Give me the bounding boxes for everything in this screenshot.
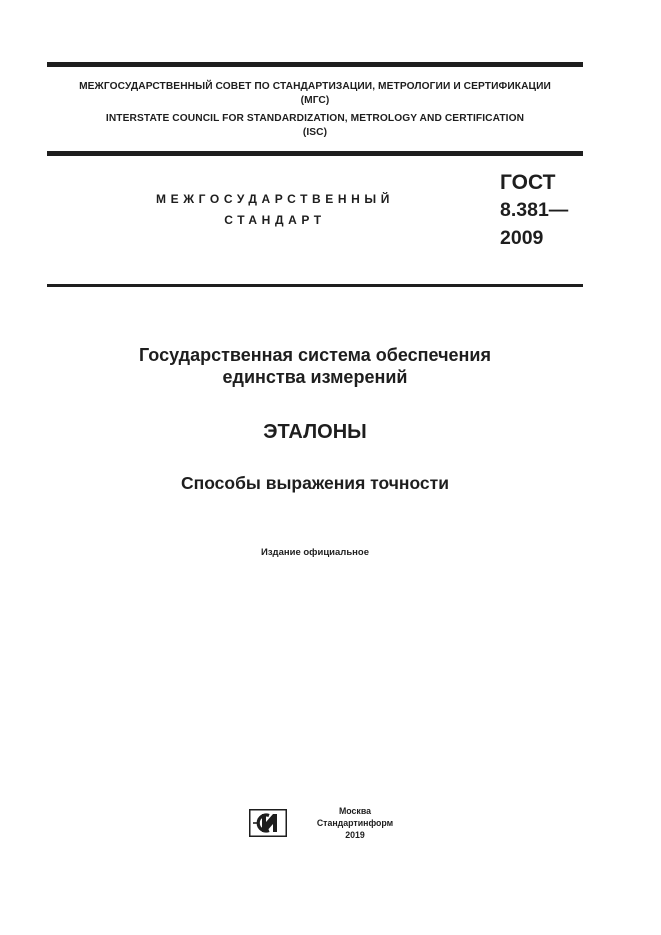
system-title-line2: единства измерений <box>222 367 408 387</box>
top-rule <box>47 62 583 67</box>
gost-year: 2009 <box>500 227 544 249</box>
standard-kind-line1: МЕЖГОСУДАРСТВЕННЫЙ <box>156 192 394 206</box>
council-ru-abbr: (МГС) <box>300 95 330 106</box>
header-rule <box>47 151 583 156</box>
system-title-line1: Государственная система обеспечения <box>139 345 491 365</box>
standartinform-logo-icon <box>249 809 287 837</box>
gost-number: 8.381— <box>500 199 569 221</box>
subtitle: Способы выражения точности <box>181 473 449 493</box>
main-title: ЭТАЛОНЫ <box>263 421 367 443</box>
council-ru-line1: МЕЖГОСУДАРСТВЕННЫЙ СОВЕТ ПО СТАНДАРТИЗАЦИИ, МЕТРОЛОГИИ И СЕРТИФИКАЦИИ <box>79 81 551 92</box>
council-en-abbr: (ISC) <box>302 127 328 138</box>
gost-prefix: ГОСТ <box>500 171 556 194</box>
publisher-city: Москва <box>338 806 372 816</box>
edition-note: Издание официальное <box>261 547 369 558</box>
publisher-name: Стандартинформ <box>316 818 394 828</box>
publisher-year: 2019 <box>345 830 365 840</box>
council-en-line1: INTERSTATE COUNCIL FOR STANDARDIZATION, METROLOGY AND CERTIFICATION <box>105 113 525 124</box>
designation-rule <box>47 284 583 287</box>
standard-kind-line2: СТАНДАРТ <box>224 213 326 227</box>
